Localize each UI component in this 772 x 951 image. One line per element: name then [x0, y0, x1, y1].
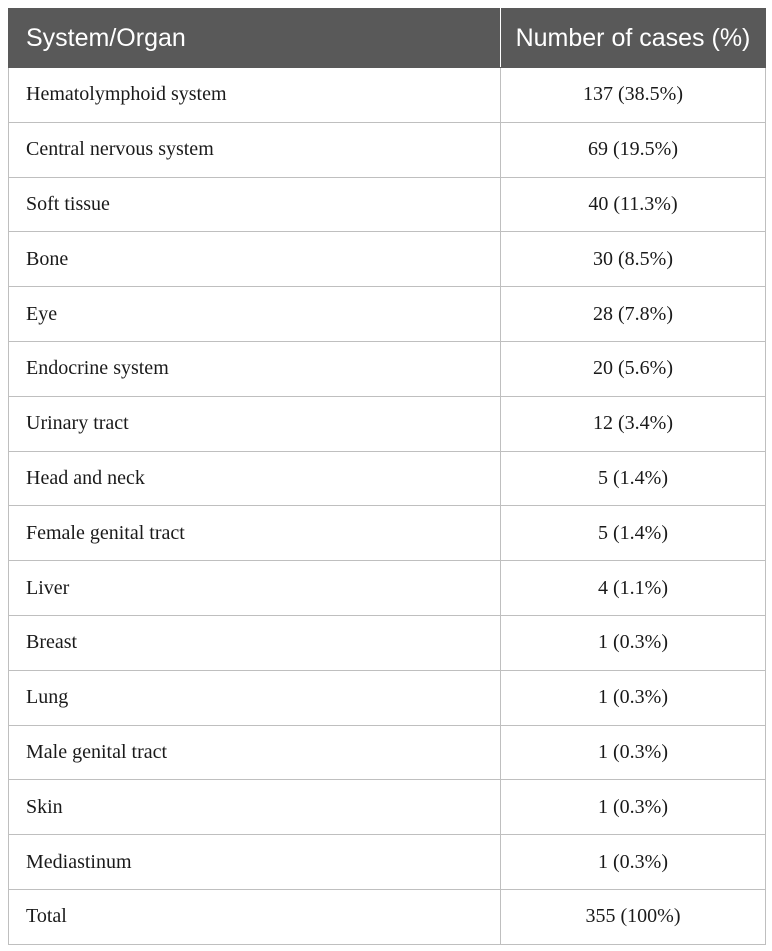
cell-cases: 40 (11.3%) — [501, 177, 766, 232]
cell-organ: Mediastinum — [9, 835, 501, 890]
table-row — [9, 177, 766, 232]
table-header — [9, 9, 766, 68]
cell-organ: Endocrine system — [9, 341, 501, 396]
cell-cases: 1 (0.3%) — [501, 670, 766, 725]
table-row — [9, 287, 766, 342]
cell-cases: 1 (0.3%) — [501, 615, 766, 670]
cell-organ: Male genital tract — [9, 725, 501, 780]
cell-cases: 20 (5.6%) — [501, 341, 766, 396]
table-row — [9, 506, 766, 561]
cell-organ: Female genital tract — [9, 506, 501, 561]
table-row — [9, 615, 766, 670]
cell-cases: 30 (8.5%) — [501, 232, 766, 287]
cell-organ: Bone — [9, 232, 501, 287]
cell-organ: Urinary tract — [9, 396, 501, 451]
cell-cases: 28 (7.8%) — [501, 287, 766, 342]
cell-cases: 69 (19.5%) — [501, 122, 766, 177]
total-row — [9, 889, 766, 944]
cell-cases: 1 (0.3%) — [501, 835, 766, 890]
table-row — [9, 451, 766, 506]
cell-cases: 1 (0.3%) — [501, 725, 766, 780]
cell-organ: Breast — [9, 615, 501, 670]
table-row — [9, 341, 766, 396]
cell-organ: Eye — [9, 287, 501, 342]
cell-organ: Head and neck — [9, 451, 501, 506]
cell-total-cases: 355 (100%) — [501, 889, 766, 944]
table-row — [9, 835, 766, 890]
cell-organ: Soft tissue — [9, 177, 501, 232]
cases-by-organ-table — [8, 8, 766, 945]
header-system-organ: System/Organ — [9, 9, 501, 68]
table-row — [9, 232, 766, 287]
table-row — [9, 780, 766, 835]
cell-organ: Central nervous system — [9, 122, 501, 177]
cell-organ: Hematolymphoid system — [9, 68, 501, 123]
header-row — [9, 9, 766, 68]
cell-cases: 5 (1.4%) — [501, 451, 766, 506]
cell-cases: 5 (1.4%) — [501, 506, 766, 561]
header-number-of-cases: Number of cases (%) — [501, 9, 766, 68]
cell-organ: Lung — [9, 670, 501, 725]
table-row — [9, 561, 766, 616]
cell-cases: 137 (38.5%) — [501, 68, 766, 123]
table-body — [9, 68, 766, 945]
cell-total-label: Total — [9, 889, 501, 944]
table-row — [9, 68, 766, 123]
cell-cases: 12 (3.4%) — [501, 396, 766, 451]
cell-cases: 1 (0.3%) — [501, 780, 766, 835]
cell-cases: 4 (1.1%) — [501, 561, 766, 616]
cell-organ: Skin — [9, 780, 501, 835]
table-row — [9, 725, 766, 780]
table-row — [9, 396, 766, 451]
cell-organ: Liver — [9, 561, 501, 616]
table-row — [9, 122, 766, 177]
table-row — [9, 670, 766, 725]
